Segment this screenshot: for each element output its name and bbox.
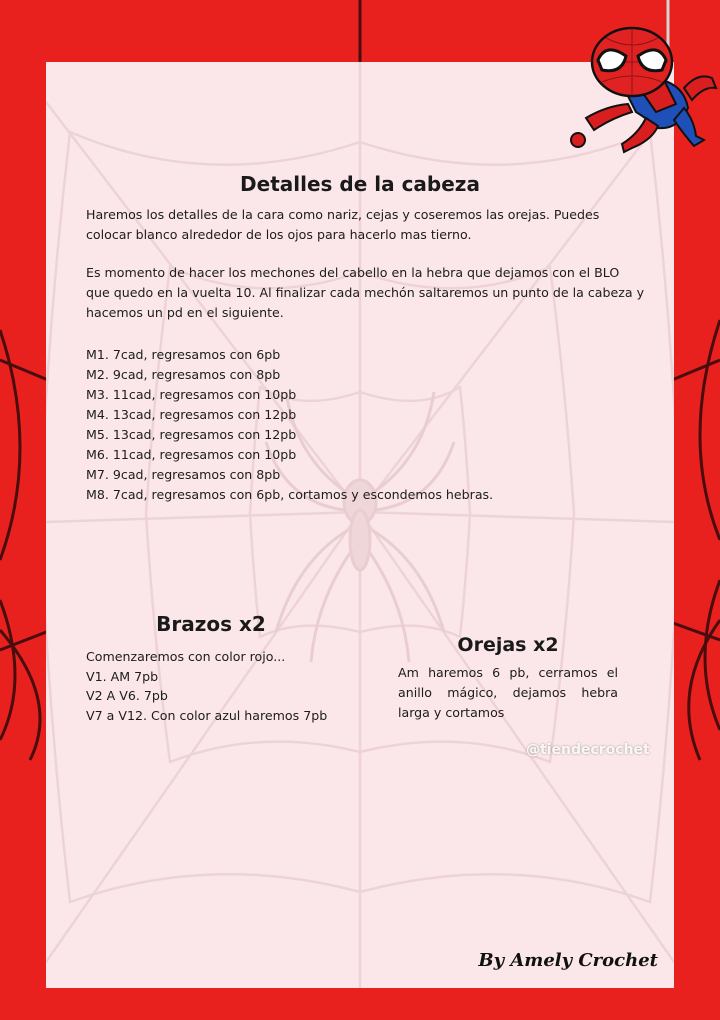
list-item: Comenzaremos con color rojo... [86, 649, 286, 664]
list-item: M7. 9cad, regresamos con 8pb [86, 467, 281, 482]
list-item: M6. 11cad, regresamos con 10pb [86, 447, 297, 462]
page-title: Detalles de la cabeza [240, 172, 480, 196]
hair-rows-list [86, 345, 493, 505]
list-item: M4. 13cad, regresamos con 12pb [86, 407, 297, 422]
list-item: M1. 7cad, regresamos con 6pb [86, 347, 281, 362]
list-item: V2 A V6. 7pb [86, 688, 168, 704]
arms-instructions [86, 647, 327, 725]
spiderman-icon [566, 0, 720, 160]
ears-instructions: Am haremos 6 pb, cerramos el anillo mágico, dejamos hebra larga y cortamos [398, 665, 618, 720]
list-item: M3. 11cad, regresamos con 10pb [86, 387, 297, 402]
list-item: M2. 9cad, regresamos con 8pb [86, 367, 281, 382]
pattern-page [46, 62, 674, 988]
list-item: M8. 7cad, regresamos con 6pb, cortamos y escondemos hebras. [86, 487, 494, 502]
intro-paragraph-1: Haremos los detalles de la cara como nariz, cejas y coseremos las orejas. Puedes colocar blanco alrededor de los ojos para hacerlo mas tierno. [86, 207, 600, 242]
page-web-background [46, 62, 674, 988]
ears-heading: Orejas x2 [457, 634, 559, 656]
watermark: @tiendecrochet [526, 742, 650, 758]
intro-paragraph-2: Es momento de hacer los mechones del cabello en la hebra que dejamos con el BLO que quedo en la vuelta 10. Al finalizar cada mechón saltaremos un punto de la cabeza y hacemos un pd en el siguiente. [86, 265, 645, 320]
author-signature: By Amely Crochet [478, 950, 658, 971]
list-item: V7 a V12. Con color azul haremos 7pb [86, 707, 328, 723]
list-item: V1. AM 7pb [86, 668, 159, 684]
list-item: M5. 13cad, regresamos con 12pb [86, 427, 297, 442]
arms-heading: Brazos x2 [156, 612, 266, 636]
